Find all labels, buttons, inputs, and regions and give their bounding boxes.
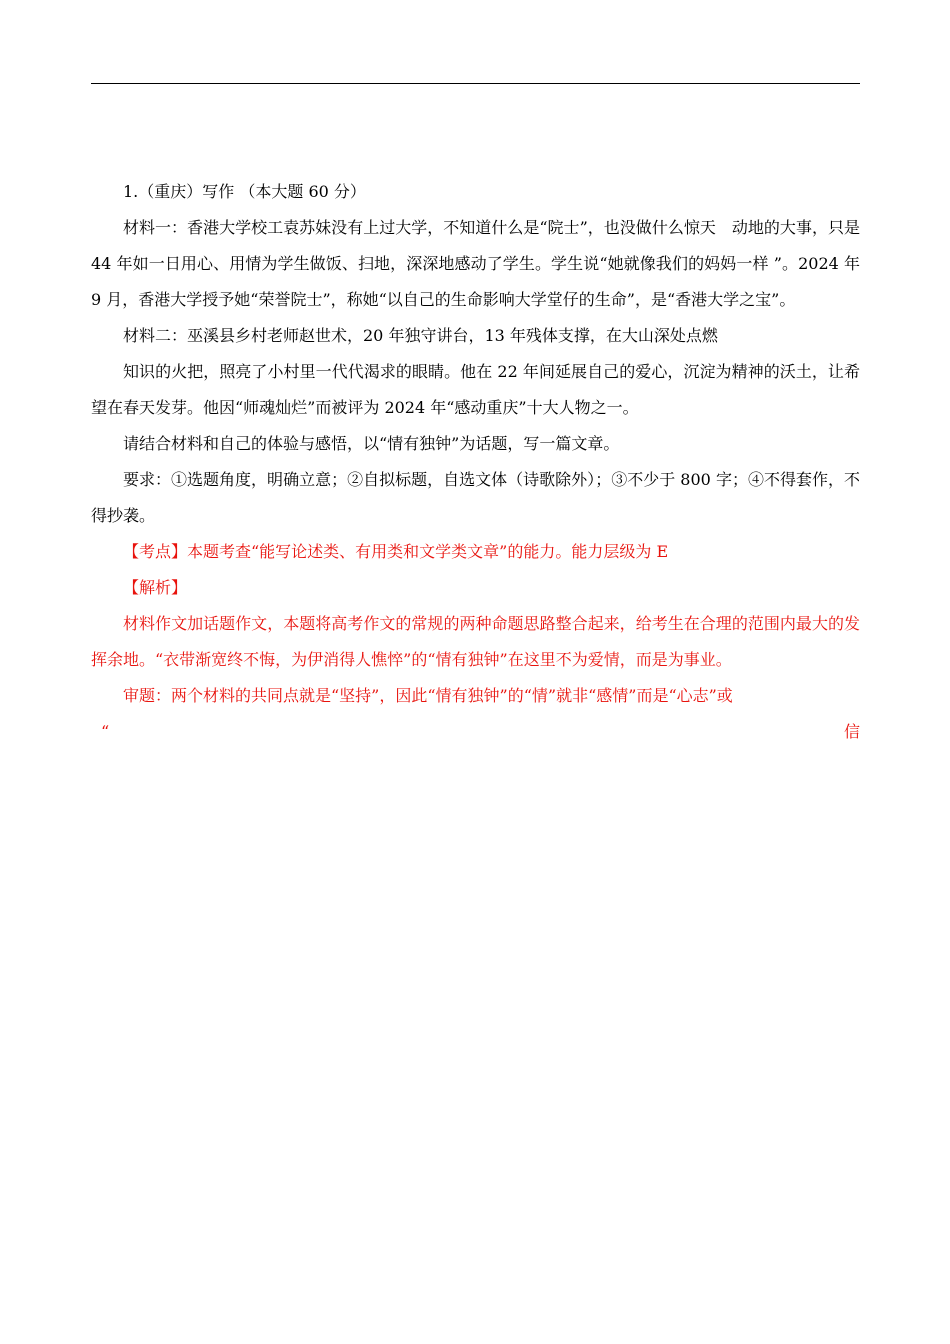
header-rule	[91, 83, 860, 84]
trailing-character: 信	[843, 722, 860, 741]
topic-review: 审题：两个材料的共同点就是“坚持”，因此“情有独钟”的“情”就非“感情”而是“心志”或	[123, 686, 733, 705]
exam-point: 【考点】本题考查“能写论述类、有用类和文学类文章”的能力。能力层级为 E	[123, 542, 669, 561]
material-two-rest: 知识的火把，照亮了小村里一代代渴求的眼睛。他在 22 年间延展自己的爱心，沉淀为精神的沃土，让希望在春天发芽。他因“师魂灿烂”而被评为 2024 年“感动重庆”十大人物之一。	[91, 362, 860, 417]
writing-prompt: 请结合材料和自己的体验与感悟，以“情有独钟”为话题，写一篇文章。	[123, 434, 620, 453]
analysis-continuation-line	[91, 714, 860, 750]
material-one: 材料一：香港大学校工袁苏妹没有上过大学，不知道什么是“院士”，也没做什么惊天 动地的大事，只是 44 年如一日用心、用情为学生做饭、扫地，深深地感动了学生。学生说“她就像我们的妈妈一样 ”。2024 年 9 月，香港大学授予她“荣誉院士”，称她“以自己的生命影响大学堂仔的生命”，是“香港大学之宝”。	[91, 218, 860, 309]
document-body	[91, 174, 860, 750]
writing-requirements: 要求：①选题角度，明确立意；②自拟标题，自选文体（诗歌除外）；③不少于 800 字；④不得套作，不得抄袭。	[91, 470, 860, 525]
question-heading: 1.（重庆）写作 （本大题 60 分）	[123, 182, 366, 201]
analysis-paragraph: 材料作文加话题作文，本题将高考作文的常规的两种命题思路整合起来，给考生在合理的范围内最大的发挥余地。“衣带渐宽终不悔，为伊消得人憔悴”的“情有独钟”在这里不为爱情，而是为事业。	[91, 614, 860, 669]
material-two-first-line: 材料二：巫溪县乡村老师赵世术，20 年独守讲台，13 年残体支撑，在大山深处点燃	[123, 326, 718, 345]
analysis-label: 【解析】	[123, 578, 188, 597]
open-quote: “	[101, 722, 110, 741]
